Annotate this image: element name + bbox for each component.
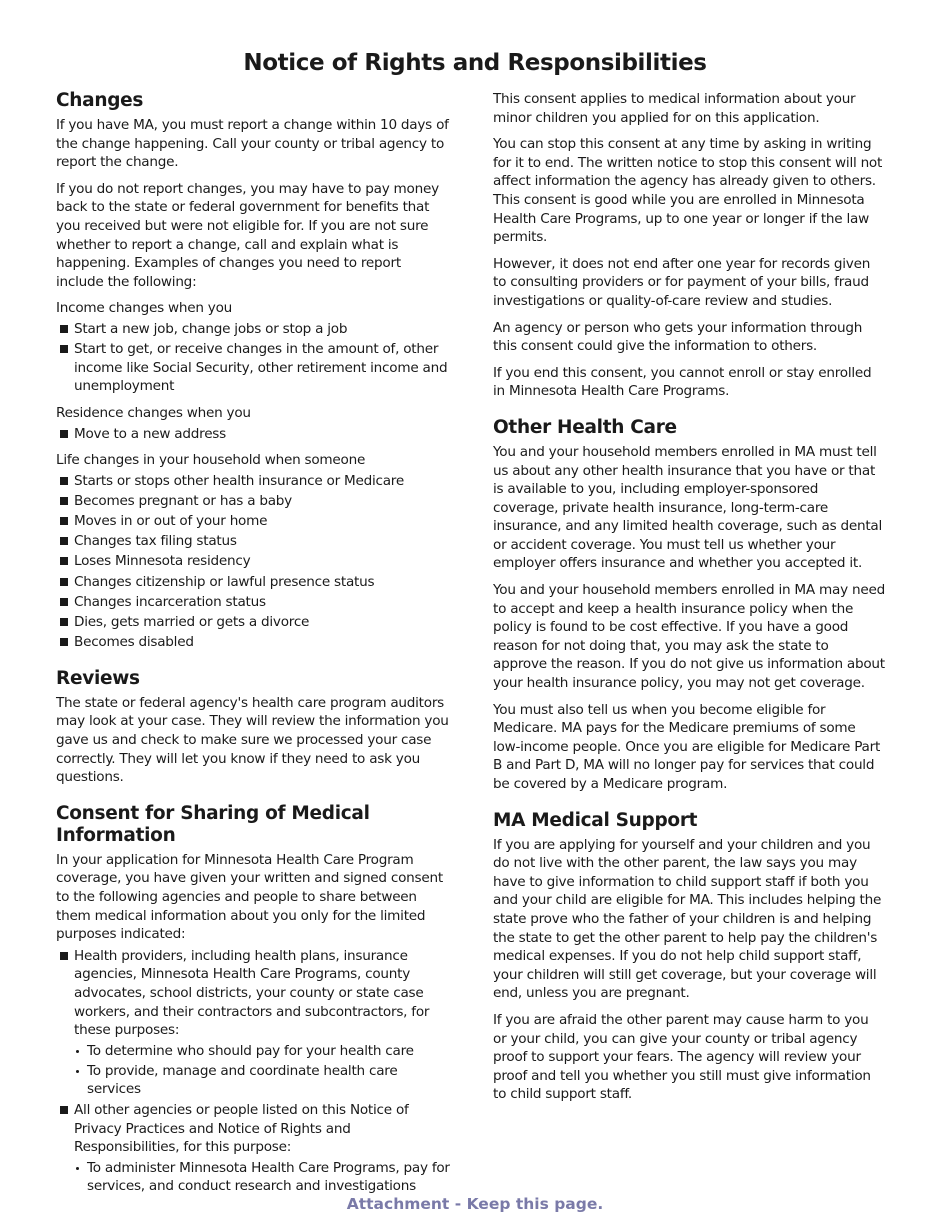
square-bullet-icon [60,952,68,960]
consent-paragraph: However, it does not end after one year for records given to consulting providers or for payment of your bills, fraud investigations or quality-of-care review and studies. [493,255,871,309]
reviews-heading: Reviews [56,667,140,689]
reviews-section [56,668,451,787]
medical-support-paragraph: If you are applying for yourself and your children and you do not live with the other parent, the law says you may have to give information to child support staff if both you and your child are eligible for MA. This includes helping the state prove who the father of your children is and helping the state to get the other parent to help pay the children's medical expenses. If you do not help child support staff, your children will still get coverage, but your coverage will end, unless you are pregnant. [493,836,882,1002]
consent-heading: Consent for Sharing of Medical Information [56,802,370,846]
list-item: Start to get, or receive changes in the amount of, other income like Social Security, other retirement income and unemployment [56,340,451,396]
square-bullet-icon [60,345,68,353]
square-bullet-icon [60,1106,68,1114]
square-bullet-icon [60,618,68,626]
list-item: Changes tax filing status [56,532,451,551]
list-item: Dies, gets married or gets a divorce [56,613,451,632]
list-item: Loses Minnesota residency [56,552,451,571]
other-health-care-heading: Other Health Care [493,416,677,438]
square-bullet-icon [60,430,68,438]
square-bullet-icon [60,497,68,505]
changes-paragraph-2: If you do not report changes, you may have to pay money back to the state or federal government for benefits that you received but were not eligible for. If you are not sure whether to report a change, call and explain what is happening. Examples of changes you need to report include the following: [56,180,439,290]
other-health-care-paragraph: You and your household members enrolled in MA may need to accept and keep a health insurance policy when the policy is found to be cost effective. If you have a good reason for not doing that, you may ask the state to approve the reason. If you do not give us information about your health insurance policy, you may not get coverage. [493,582,885,692]
other-health-care-paragraph: You and your household members enrolled in MA must tell us about any other health insurance that you have or that is available to you, including employer-sponsored coverage, private health insurance, long-term-care insurance, and any limited health coverage, such as dental or accident coverage. You must tell us whether your employer offers insurance and whether you accepted it. [493,443,883,572]
consent-continued-section [493,90,885,401]
residence-changes-lead: Residence changes when you [56,404,251,421]
medical-support-section [493,810,885,1104]
changes-paragraph-1: If you have MA, you must report a change within 10 days of the change happening. Call your county or tribal agency to report the change. [56,117,449,171]
square-bullet-icon [60,638,68,646]
medical-support-paragraph: If you are afraid the other parent may cause harm to you or your child, you can give your county or tribal agency proof to support your fears. The agency will review your proof and tell you whether you still must give information to child support staff. [493,1011,871,1103]
consent-purposes-list [74,1042,451,1099]
square-bullet-icon [60,557,68,565]
list-item: Start a new job, change jobs or stop a job [56,320,451,339]
consent-paragraph: If you end this consent, you cannot enroll or stay enrolled in Minnesota Health Care Programs. [493,364,872,400]
list-item: Starts or stops other health insurance or Medicare [56,472,451,491]
list-item: Becomes disabled [56,633,451,652]
list-item: Changes citizenship or lawful presence status [56,573,451,592]
square-bullet-icon [60,537,68,545]
consent-paragraph: An agency or person who gets your information through this consent could give the information to others. [493,319,863,355]
list-item: To provide, manage and coordinate health care services [74,1062,451,1099]
changes-section [56,90,451,652]
consent-purposes-list [74,1159,451,1196]
consent-paragraph: You can stop this consent at any time by asking in writing for it to end. The written notice to stop this consent will not affect information the agency has already given to others. This consent is good while you are enrolled in Minnesota Health Care Programs, up to one year or longer if the law permits. [493,136,883,246]
list-item: Becomes pregnant or has a baby [56,492,451,511]
square-bullet-icon [60,578,68,586]
list-item: Moves in or out of your home [56,512,451,531]
dot-bullet-icon [76,1050,79,1053]
square-bullet-icon [60,517,68,525]
changes-heading: Changes [56,90,144,111]
list-item: Changes incarceration status [56,593,451,612]
square-bullet-icon [60,598,68,606]
square-bullet-icon [60,477,68,485]
footer-note: Attachment - Keep this page. [346,1195,604,1213]
list-item: All other agencies or people listed on this Notice of Privacy Practices and Notice of Rights and Responsibilities, for this purpose: To administer Minnesota Health Care Programs, pay for services, and conduct research and investigations [56,1101,451,1196]
left-column [56,90,451,1204]
list-item: To determine who should pay for your health care [74,1042,451,1061]
right-column [493,90,885,1112]
residence-changes-list [56,425,451,444]
square-bullet-icon [60,325,68,333]
other-health-care-section [493,417,885,794]
list-item: To administer Minnesota Health Care Programs, pay for services, and conduct research and investigations [74,1159,451,1196]
list-item: Health providers, including health plans, insurance agencies, Minnesota Health Care Programs, county advocates, school districts, your county or state case workers, and their contractors and subcontractors, for these purposes: To determine who should pay for your health care To provide, manage and coordinate health care services [56,947,451,1099]
dot-bullet-icon [76,1070,79,1073]
life-changes-list [56,472,451,652]
dot-bullet-icon [76,1167,79,1170]
income-changes-lead: Income changes when you [56,300,233,317]
consent-paragraph: In your application for Minnesota Health Care Program coverage, you have given your written and signed consent to the following agencies and people to share between them medical information about you only for the limited purposes indicated: [56,851,443,943]
other-health-care-paragraph: You must also tell us when you become eligible for Medicare. MA pays for the Medicare premiums of some low-income people. Once you are eligible for Medicare Part B and Part D, MA will no longer pay for services that could be covered by a Medicare program. [493,701,881,792]
income-changes-list [56,320,451,396]
reviews-paragraph: The state or federal agency's health care program auditors may look at your case. They will review the information you gave us and check to make sure we processed your case correctly. They will let you know if they need to ask you questions. [56,694,449,786]
medical-support-heading: MA Medical Support [493,809,698,831]
consent-section [56,803,451,1196]
list-item: Move to a new address [56,425,451,444]
page-title: Notice of Rights and Responsibilities [243,50,707,76]
life-changes-lead: Life changes in your household when someone [56,452,366,469]
consent-paragraph: This consent applies to medical information about your minor children you applied for on this application. [493,91,856,126]
consent-list [56,947,451,1196]
